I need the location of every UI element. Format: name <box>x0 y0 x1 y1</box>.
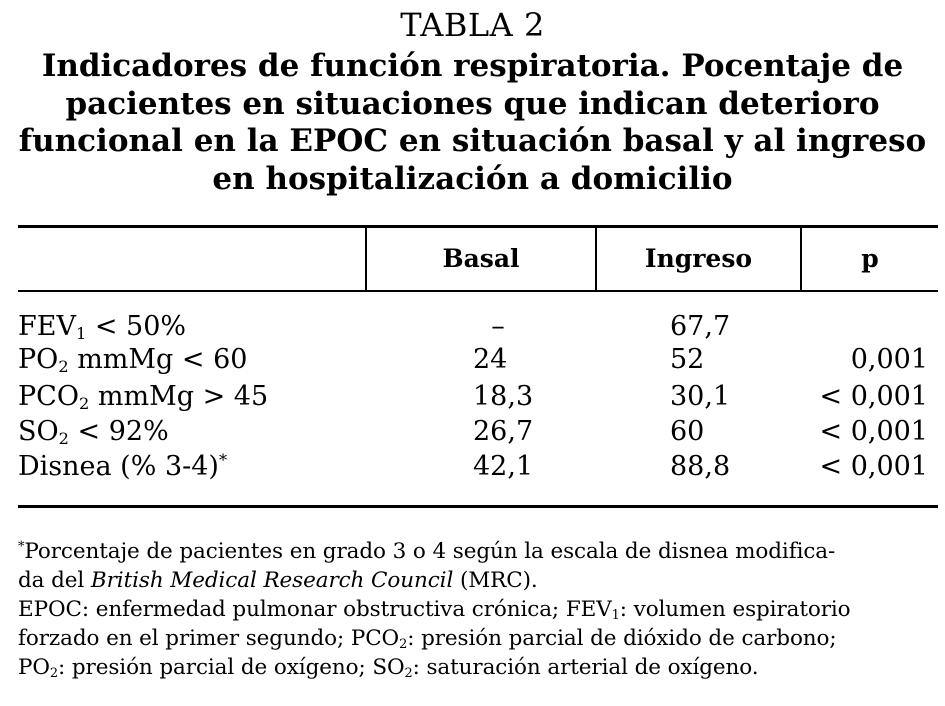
table-bottom-rule <box>18 505 938 508</box>
table-row <box>18 449 938 485</box>
footnote-line: da del British Medical Research Council (MRC). <box>18 568 538 593</box>
cell-ingreso: 52 <box>670 344 705 375</box>
row-label: Disnea (% 3-4)* <box>18 450 228 482</box>
table-row <box>18 414 938 450</box>
table-title: TABLA 2 <box>400 6 545 44</box>
cell-basal: – <box>491 311 505 342</box>
cell-p: < 0,001 <box>819 416 928 447</box>
row-label: $FEV_1 < 50\%$ <box>18 311 187 344</box>
table-header-rule <box>18 290 938 292</box>
row-label: $PO_2$ mmMg < 60 <box>18 344 248 377</box>
cell-p: < 0,001 <box>819 451 928 482</box>
footnote-line: EPOC: enfermedad pulmonar obstructiva crónica; $FEV_1$: volumen espiratorio <box>18 597 851 624</box>
footnote-line: *Porcentaje de pacientes en grado 3 o 4 según la escala de disnea modifica- <box>18 539 836 564</box>
footnote-line: forzado en el primer segundo; $PCO_2$: presión parcial de dióxido de carbono; <box>18 626 837 653</box>
table-row <box>18 309 938 345</box>
row-label: $SO_2 < 92\%$ <box>18 416 169 449</box>
cell-ingreso: 60 <box>670 416 705 447</box>
footnote-line: $PO_2$: presión parcial de oxígeno; $SO_2$: saturación arterial de oxígeno. <box>18 655 759 682</box>
table-subtitle: Indicadores de función respiratoria. Pocentaje de pacientes en situaciones que indican deterioro funcional en la EPOC en situación basal y al ingreso en hospitalización a domicilio <box>18 48 927 197</box>
table-row <box>18 379 938 415</box>
cell-ingreso: 67,7 <box>670 311 731 342</box>
cell-basal: 18,3 <box>473 381 534 412</box>
header-basal: Basal <box>442 244 520 273</box>
cell-ingreso: 88,8 <box>670 451 731 482</box>
cell-p: 0,001 <box>850 344 928 375</box>
header-ingreso: Ingreso <box>644 244 753 273</box>
header-p: p <box>861 244 879 273</box>
cell-basal: 26,7 <box>473 416 534 447</box>
cell-p: < 0,001 <box>819 381 928 412</box>
cell-basal: 24 <box>473 344 508 375</box>
table-row <box>18 342 938 378</box>
cell-basal: 42,1 <box>473 451 534 482</box>
row-label: $PCO_2$ mmMg > 45 <box>18 381 269 414</box>
table-footnotes <box>18 537 936 682</box>
cell-ingreso: 30,1 <box>670 381 731 412</box>
